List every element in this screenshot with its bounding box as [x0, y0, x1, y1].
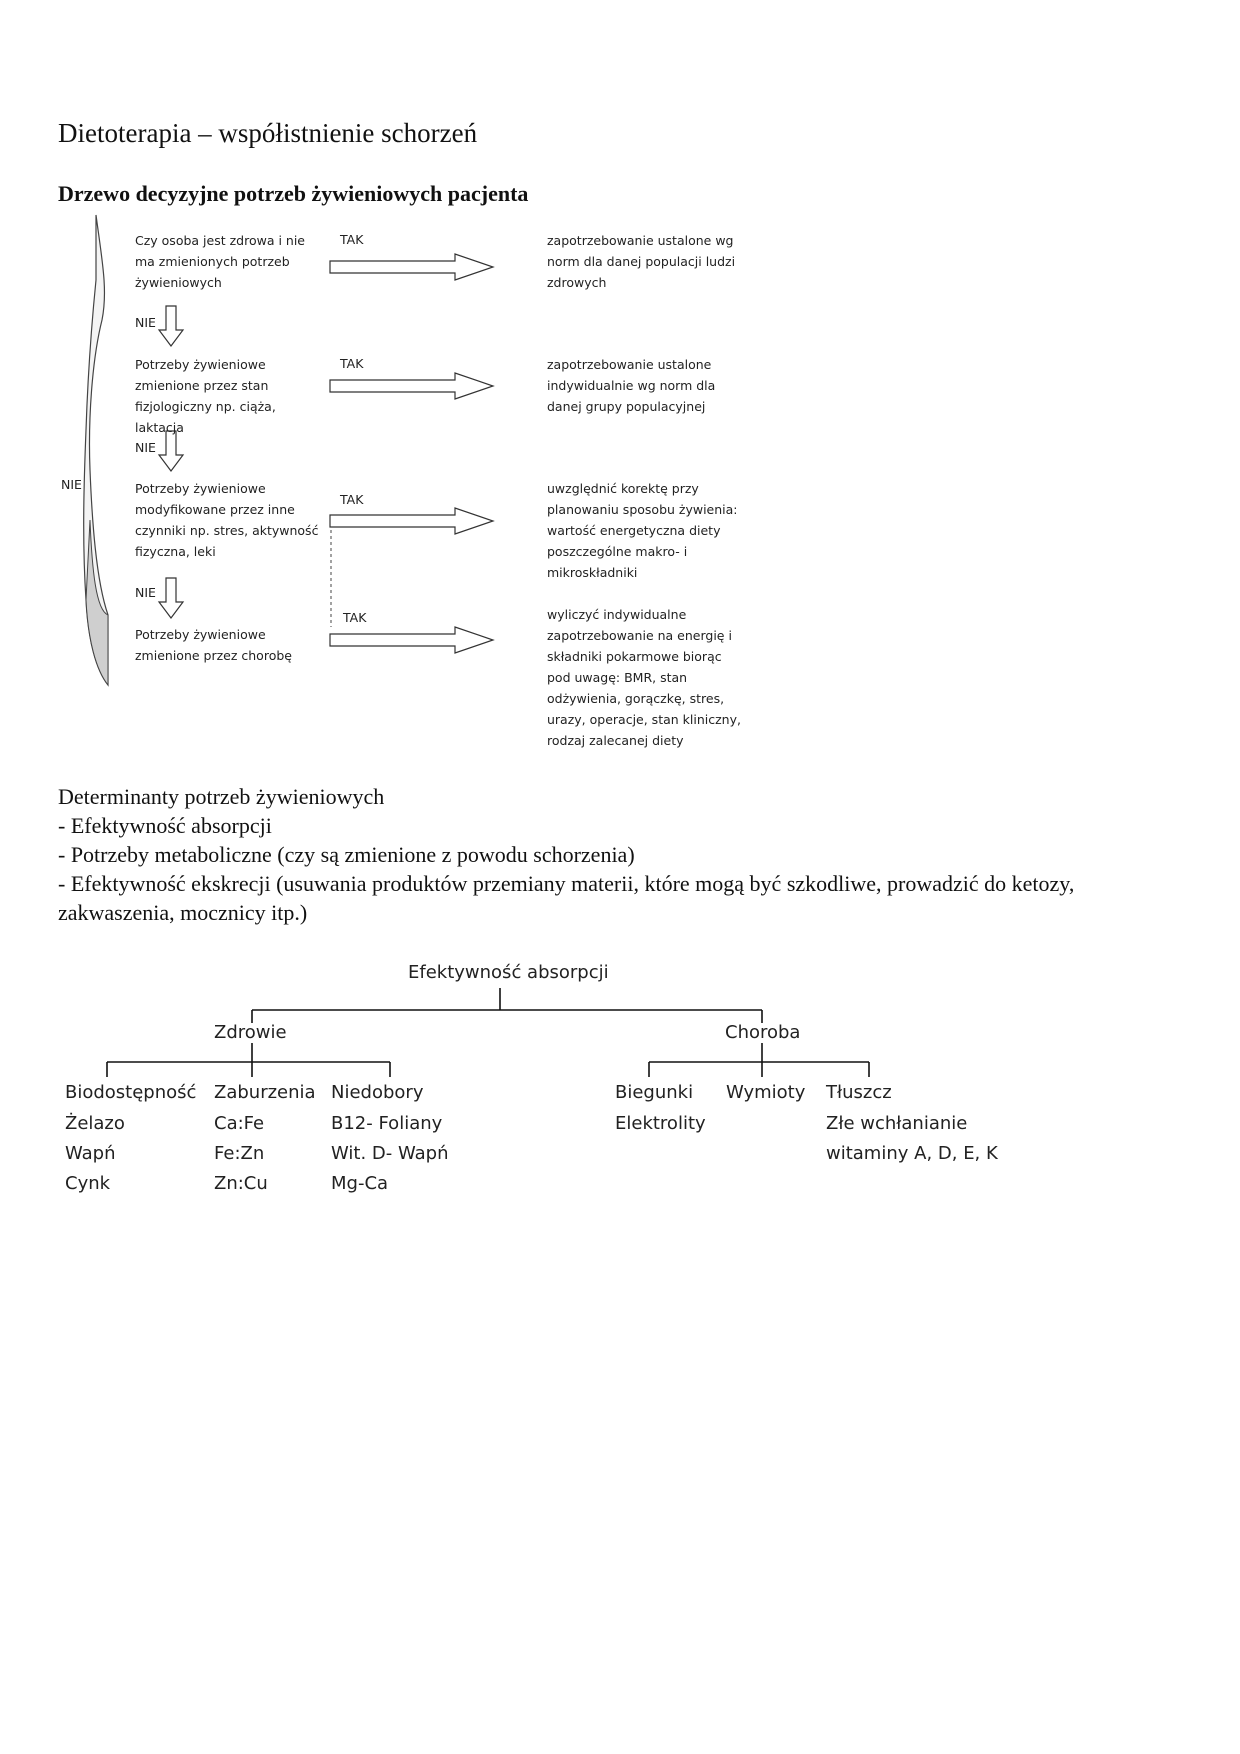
step-1-result: zapotrzebowanie ustalone wg norm dla danej populacji ludzi zdrowych [547, 233, 736, 290]
absorption-root: Efektywność absorpcji [408, 962, 609, 983]
health-col-3-item: Wit. D- Wapń [331, 1143, 449, 1164]
disease-col-1-header: Biegunki [615, 1082, 694, 1103]
step-2-yes-label: TAK [340, 356, 364, 371]
document-title: Dietoterapia – współistnienie schorzeń [58, 118, 478, 148]
step-1-yes-label: TAK [340, 232, 364, 247]
step-3-question: Potrzeby żywieniowe modyfikowane przez inne czynniki np. stres, aktywność fizyczna, leki [135, 481, 319, 559]
health-col-2-item: Fe:Zn [214, 1143, 265, 1164]
health-col-1-item: Cynk [65, 1173, 111, 1194]
yes-arrow-2 [330, 373, 493, 399]
step-4-yes-label: TAK [343, 610, 367, 625]
health-col-3-item: Mg-Ca [331, 1173, 389, 1194]
no-arrow-3 [159, 578, 183, 618]
step-2-question: Potrzeby żywieniowe zmienione przez stan fizjologiczny np. ciąża, laktacja [135, 357, 276, 435]
health-node: Zdrowie [214, 1022, 287, 1043]
yes-arrow-4 [330, 627, 493, 653]
health-col-2-header: Zaburzenia [214, 1082, 316, 1103]
disease-col-3-header: Tłuszcz [826, 1082, 892, 1103]
disease-col-1-item: Elektrolity [615, 1113, 706, 1134]
health-col-3-header: Niedobory [331, 1082, 424, 1103]
health-col-1-header: Biodostępność [65, 1082, 197, 1103]
health-col-2-item: Zn:Cu [214, 1173, 268, 1194]
no-arrow-1 [159, 306, 183, 346]
step-4-result: wyliczyć indywidualne zapotrzebowanie na energię i składniki pokarmowe biorąc pod uwagę: BMR, stan odżywienia, gorączkę, stres, urazy, operacje, stan kliniczny, rodzaj zalecanej diety [547, 607, 741, 748]
health-col-1-item: Wapń [65, 1143, 116, 1164]
health-col-2-item: Ca:Fe [214, 1113, 265, 1134]
side-no-label: NIE [61, 477, 82, 492]
determinant-item-2: - Potrzeby metaboliczne (czy są zmienione z powodu schorzenia) [58, 842, 635, 867]
step-2-no-label: NIE [135, 440, 156, 455]
determinants-heading: Determinanty potrzeb żywieniowych [58, 784, 385, 809]
step-4-question: Potrzeby żywieniowe zmienione przez chorobę [135, 627, 292, 663]
step-3-result: uwzględnić korektę przy planowaniu sposobu żywienia: wartość energetyczna diety poszczególne makro- i mikroskładniki [547, 481, 738, 580]
health-col-1-item: Żelazo [65, 1113, 125, 1134]
health-col-3-item: B12- Foliany [331, 1113, 443, 1134]
step-1-no-label: NIE [135, 315, 156, 330]
disease-col-2-header: Wymioty [726, 1082, 806, 1103]
yes-arrow-3 [330, 508, 493, 534]
step-3-no-label: NIE [135, 585, 156, 600]
determinant-item-3: - Efektywność ekskrecji (usuwania produktów przemiany materii, które mogą być szkodliwe, prowadzić do ketozy, zakwaszenia, mocznicy itp.) [58, 871, 1075, 925]
decision-tree-heading: Drzewo decyzyjne potrzeb żywieniowych pacjenta [58, 181, 529, 206]
disease-node: Choroba [725, 1022, 801, 1043]
step-2-result: zapotrzebowanie ustalone indywidualnie wg norm dla danej grupy populacyjnej [547, 357, 716, 414]
step-1-question: Czy osoba jest zdrowa i nie ma zmienionych potrzeb żywieniowych [135, 233, 305, 290]
disease-col-3-item: Złe wchłanianie [826, 1113, 968, 1134]
determinant-item-1: - Efektywność absorpcji [58, 813, 272, 838]
disease-col-3-item: witaminy A, D, E, K [826, 1143, 998, 1164]
step-3-yes-label: TAK [340, 492, 364, 507]
yes-arrow-1 [330, 254, 493, 280]
